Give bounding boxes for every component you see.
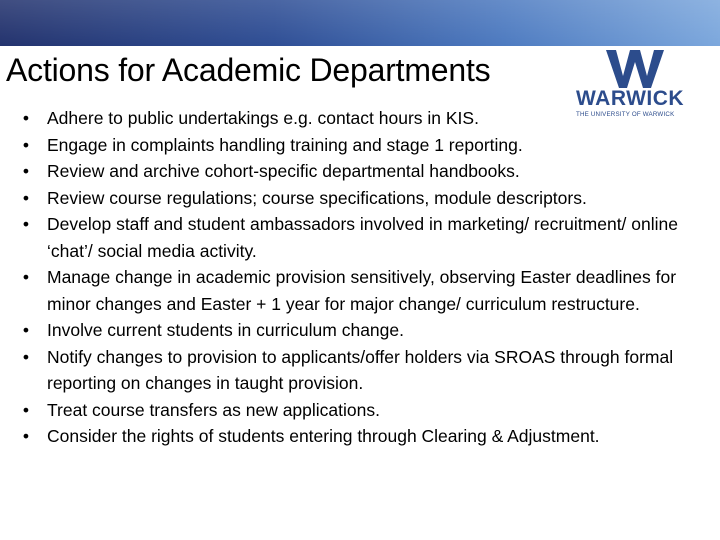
bullet-text: Involve current students in curriculum change. — [47, 320, 404, 340]
bullet-item — [0, 344, 715, 397]
bullet-text: Notify changes to provision to applicants/offer holders via SROAS through formal reporting on changes in taught provision. — [47, 346, 674, 393]
bullet-dot: • — [22, 134, 30, 155]
bullet-item — [0, 317, 715, 344]
logo-wordmark: WARWICK — [576, 87, 685, 110]
bullet-item — [0, 211, 715, 264]
bullet-item — [0, 132, 715, 159]
bullet-item — [0, 158, 715, 185]
bullet-dot: • — [22, 214, 30, 234]
bullet-item — [0, 423, 715, 450]
bullet-item — [0, 105, 715, 132]
bullet-text: Consider the rights of students entering through Clearing & Adjustment. — [47, 426, 600, 446]
bullet-dot: • — [22, 267, 30, 287]
bullet-text: Review and archive cohort-specific departmental handbooks. — [47, 161, 520, 181]
bullet-dot: • — [22, 426, 30, 446]
bullet-item — [0, 397, 715, 424]
bullet-dot: • — [22, 108, 30, 128]
header-band — [0, 0, 720, 46]
bullet-item — [0, 264, 715, 317]
bullet-text: Manage change in academic provision sensitively, observing Easter deadlines for minor changes and Easter + 1 year for major change/ curriculum restructure. — [47, 267, 677, 314]
bullet-text: Adhere to public undertakings e.g. contact hours in KIS. — [47, 108, 479, 128]
bullet-text: Engage in complaints handling training and stage 1 reporting. — [47, 134, 523, 155]
logo-subtitle: THE UNIVERSITY OF WARWICK — [576, 111, 675, 118]
bullet-dot: • — [22, 187, 30, 208]
bullet-item — [0, 185, 715, 212]
bullet-dot: • — [22, 346, 30, 367]
slide-title: Actions for Academic Departments — [6, 52, 491, 88]
bullet-dot: • — [22, 399, 30, 420]
warwick-logo-mark-icon — [606, 50, 664, 88]
bullet-list — [0, 105, 715, 450]
bullet-text: Treat course transfers as new applications. — [47, 399, 380, 420]
bullet-dot: • — [22, 161, 30, 181]
bullet-text: Review course regulations; course specifications, module descriptors. — [47, 187, 587, 208]
bullet-text: Develop staff and student ambassadors involved in marketing/ recruitment/ online ‘chat’/ social media activity. — [47, 214, 678, 261]
bullet-dot: • — [22, 320, 30, 340]
